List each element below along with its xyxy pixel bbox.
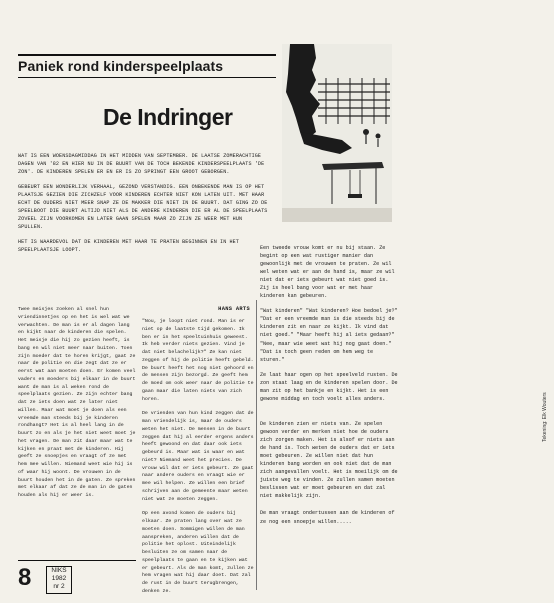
body-column-right xyxy=(260,420,400,535)
sidebar-paragraph: Ze laat haar ogen op het speelveld rusten. De zon staat laag en de kinderen spelen door. De man zit op het bankje en kijkt. Het is een gewone middag en toch voelt alles anders. xyxy=(260,371,398,402)
sidebar-paragraph: Een tweede vrouw komt er nu bij staan. Ze begint op een wat rustiger manier dan gewoonlijk met de vrouwen te praten. Ze wil wel weten wat er aan de hand is, maar ze wil niet dat er iets gebeurt wat niet goed is. Zij is heel bang voor wat er met haar kinderen kan gebeuren. xyxy=(260,245,395,300)
body-paragraph: "Nou, je loopt niet rond. Man is er niet op de laatste tijd gekomen. Ik ben er in het speeltuinhuis geweest. Ik heb verder niets gezien. Vind je dat niet belachelijk?" Ze kan niet zeggen of hij de politie heeft gebeld. De buurt heeft het nog niet gehoord en de mensen zijn bezorgd. Ze geeft hem de moed om ook weer naar de politie te gaan maar die laten niets van zich horen. xyxy=(142,319,254,402)
photo-credit: Tekening: Elk Wouters xyxy=(542,392,548,442)
section-title: Paniek rond kinderspeelplaats xyxy=(18,58,224,74)
page-number: 8 xyxy=(18,564,32,591)
lead-paragraph: GEBEURT EEN WONDERLIJK VERHAAL, GEZOND VERSTANDIG. EEN ONBEKENDE MAN IS OP HET PLAATSJE GEZIEN DIE ZICHZELF VOOR KINDEREN ECHTER NIET KON LATEN UIT. MET HAAR ECHT DE OUDERS NIET MEER SNAP ZE DE MAKKER DIE NIET IN DE BUURT. DAT GING ZO DE SPEELBOOT DIE BUURT ALTIJD NIET ALS DE ANDERE KINDEREN DIE ER AL DE SPEELPLAATS ZOVEEL ZIJN VOORKOMEN EN LATER GAAN SPELEN MAAR ZO ZIJN ZE WEER MET HUN SPULLEN. xyxy=(18,184,268,231)
header-top-rule xyxy=(18,54,276,56)
illustration-drawing xyxy=(282,44,392,222)
lead-paragraph: WAT IS EEN WOENSDAGMIDDAG IN HET MIDDEN VAN SEPTEMBER. DE LAATSE ZOMERACHTIGE DAGEN VAN '82 EN HIER NU IN DE BUURT VAN DE TOCH BEKENDE KINDERSPEELPLAATS 'DE ZON'. DE KINDEREN SPELEN ER EN ER IS ZO SPRINGT EEN GROOT GEBORGEN. xyxy=(18,153,265,176)
column-divider xyxy=(256,300,257,590)
article-headline: De Indringer xyxy=(103,104,233,130)
body-paragraph: De vrienden van hun kind zeggen dat de man vriendelijk is, maar de ouders weten het niet. De mensen in de buurt zeggen dat hij al eerder ergens anders heeft gewoond en dat daar ook iets gebeurd is. Maar wat is waar en wat niet? Niemand weet het precies. De vrouw wil dat er iets gebeurt. Ze gaat naar andere ouders en vraagt wie er mee wil helpen. Ze willen een brief schrijven aan de gemeente maar weten niet wat ze moeten zeggen. xyxy=(142,411,254,502)
body-paragraph: De kinderen zien er niets van. Ze spelen gewoon verder en merken niet hoe de ouders zich zorgen maken. Het is alsof er niets aan de hand is. Toch weten de ouders dat er iets moet gebeuren. Ze willen niet dat hun kinderen bang worden en ook niet dat de man zich aangevallen voelt. Het is moeilijk om de juiste weg te vinden. Ze zullen samen moeten beslissen wat er moet gebeuren en dat zal niet makkelijk zijn. xyxy=(260,421,398,500)
body-paragraph: Op een avond komen de ouders bij elkaar. Ze praten lang over wat ze moeten doen. Sommigen willen de man aanspreken, anderen willen dat de politie het oplost. Uiteindelijk besluiten ze om samen naar de speelplaats te gaan en te kijken wat er gebeurt. Als de man komt, zullen ze hem vragen wat hij daar doet. Dat zal de rust in de buurt terugbrengen, denken ze. xyxy=(142,511,254,594)
lead-text xyxy=(18,152,270,262)
issue-box xyxy=(46,566,72,594)
lead-paragraph: HET IS WAARDEVOL DAT DE KINDEREN MET HAAR TE PRATEN BEGINNEN EN IN HET SPEELPLAATSJE LOOPT. xyxy=(18,239,239,254)
body-column-middle xyxy=(142,318,254,603)
header-bottom-rule xyxy=(18,77,276,78)
body-paragraph: Twee meisjes zoeken al snel hun vriendinnetjes op en het is wel wat we verwachten. De man is er al dagen lang en kijkt naar de kinderen die spelen. Het meisje die hij zo gezien heeft, is bang en wil niet meer naar buiten. Toen zijn moeder dat te horen krijgt, gaat ze naar de politie en die zegt dat ze er eerst wat aan moeten doen. Er komen veel vaders en moeders bij elkaar in de buurt want de man is al weken rond de speelplaats gezien. Ze zijn echter bang dat ze iets doen wat ze later niet willen. Maar wat moet je doen als een vreemde man steeds bij je kinderen rondhangt? Het is al heel lang in de buurt zo en als je het niet weet moet je het vragen. De man zit daar maar wat te kijken en praat met de kinderen. Hij geeft ze snoepjes en vraagt of ze met hem mee willen. Niemand weet wie hij is of waar hij woont. De vrouwen in de buurt houden het in de gaten. Ze spreken met elkaar af dat ze de man in de gaten houden als hij er weer is. xyxy=(18,307,136,498)
illustration-image xyxy=(282,44,392,222)
magazine-name: NIKS xyxy=(51,567,67,574)
author-byline: HANS ARTS xyxy=(218,306,250,312)
sidebar-paragraph: "Wat kinderen" "Wat kinderen? Hoe bedoel je?" "Dat er een vreemde man is die steeds bij de kinderen zit en naar ze kijkt. Ik vind dat niet goed." "Maar heeft hij al iets gedaan?" "Nee, maar wie weet wat hij nog gaat doen." "Dat is toch geen reden om hem weg te sturen." xyxy=(260,308,398,363)
body-column-left xyxy=(18,306,136,500)
folio xyxy=(18,560,136,596)
sidebar-column xyxy=(260,244,400,410)
body-paragraph: De man vraagt ondertussen aan de kinderen of ze nog een snoepje willen..... xyxy=(260,510,395,525)
issue-year: 1982 xyxy=(51,575,67,582)
issue-number: nr 2 xyxy=(53,583,65,590)
